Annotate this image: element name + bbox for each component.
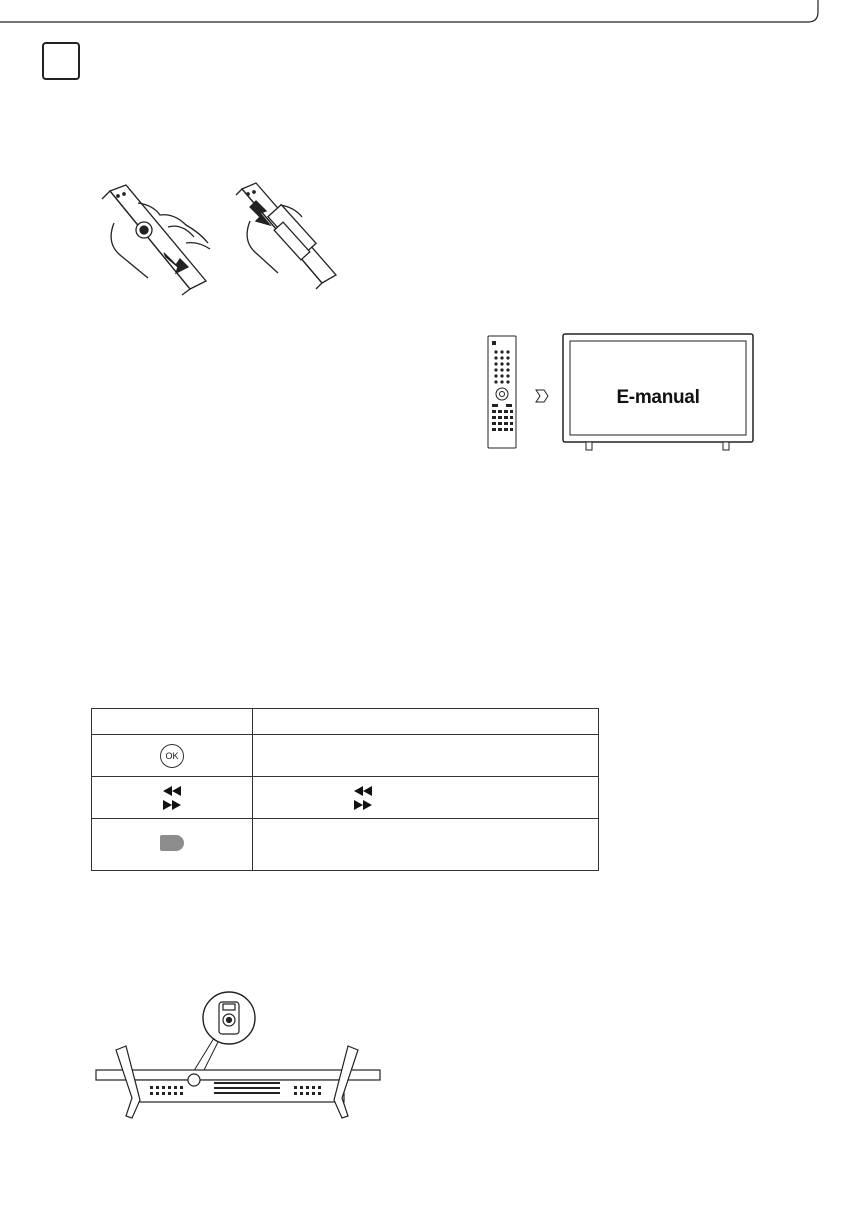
page-number-box: [42, 42, 80, 80]
rewind-icon: [354, 786, 372, 796]
tv-rear-connector-illustration: [94, 990, 384, 1126]
remote-open-cover-figure: [102, 185, 210, 295]
rewind-icon: [163, 786, 181, 796]
table-header-cell-function: [253, 709, 599, 735]
button-function-table: [91, 708, 599, 871]
table-cell-description: [253, 819, 599, 871]
emanual-label: E-manual: [616, 387, 700, 408]
tv-bottom-edge: [96, 1070, 380, 1080]
ok-button-icon: OK: [160, 744, 184, 768]
page-trim-line: [0, 0, 856, 30]
table-row: [92, 777, 599, 819]
fast-forward-icon: [163, 800, 181, 810]
table-row: [92, 735, 599, 777]
gray-key-icon: [160, 835, 184, 851]
remote-insert-battery-figure: [236, 183, 336, 289]
fast-forward-icon: [354, 800, 372, 810]
table-row: [92, 819, 599, 871]
table-header-cell-button: [92, 709, 253, 735]
remote-battery-illustration: [98, 183, 338, 295]
chevron-right-icon: [536, 390, 548, 402]
table-header-row: [92, 709, 599, 735]
remote-control-figure: [488, 336, 516, 448]
tv-screen-figure: [563, 334, 753, 450]
table-cell-description: [253, 735, 599, 777]
table-cell-description: [253, 777, 599, 819]
emanual-illustration: [486, 332, 756, 454]
power-connector-icon: [219, 1002, 239, 1034]
